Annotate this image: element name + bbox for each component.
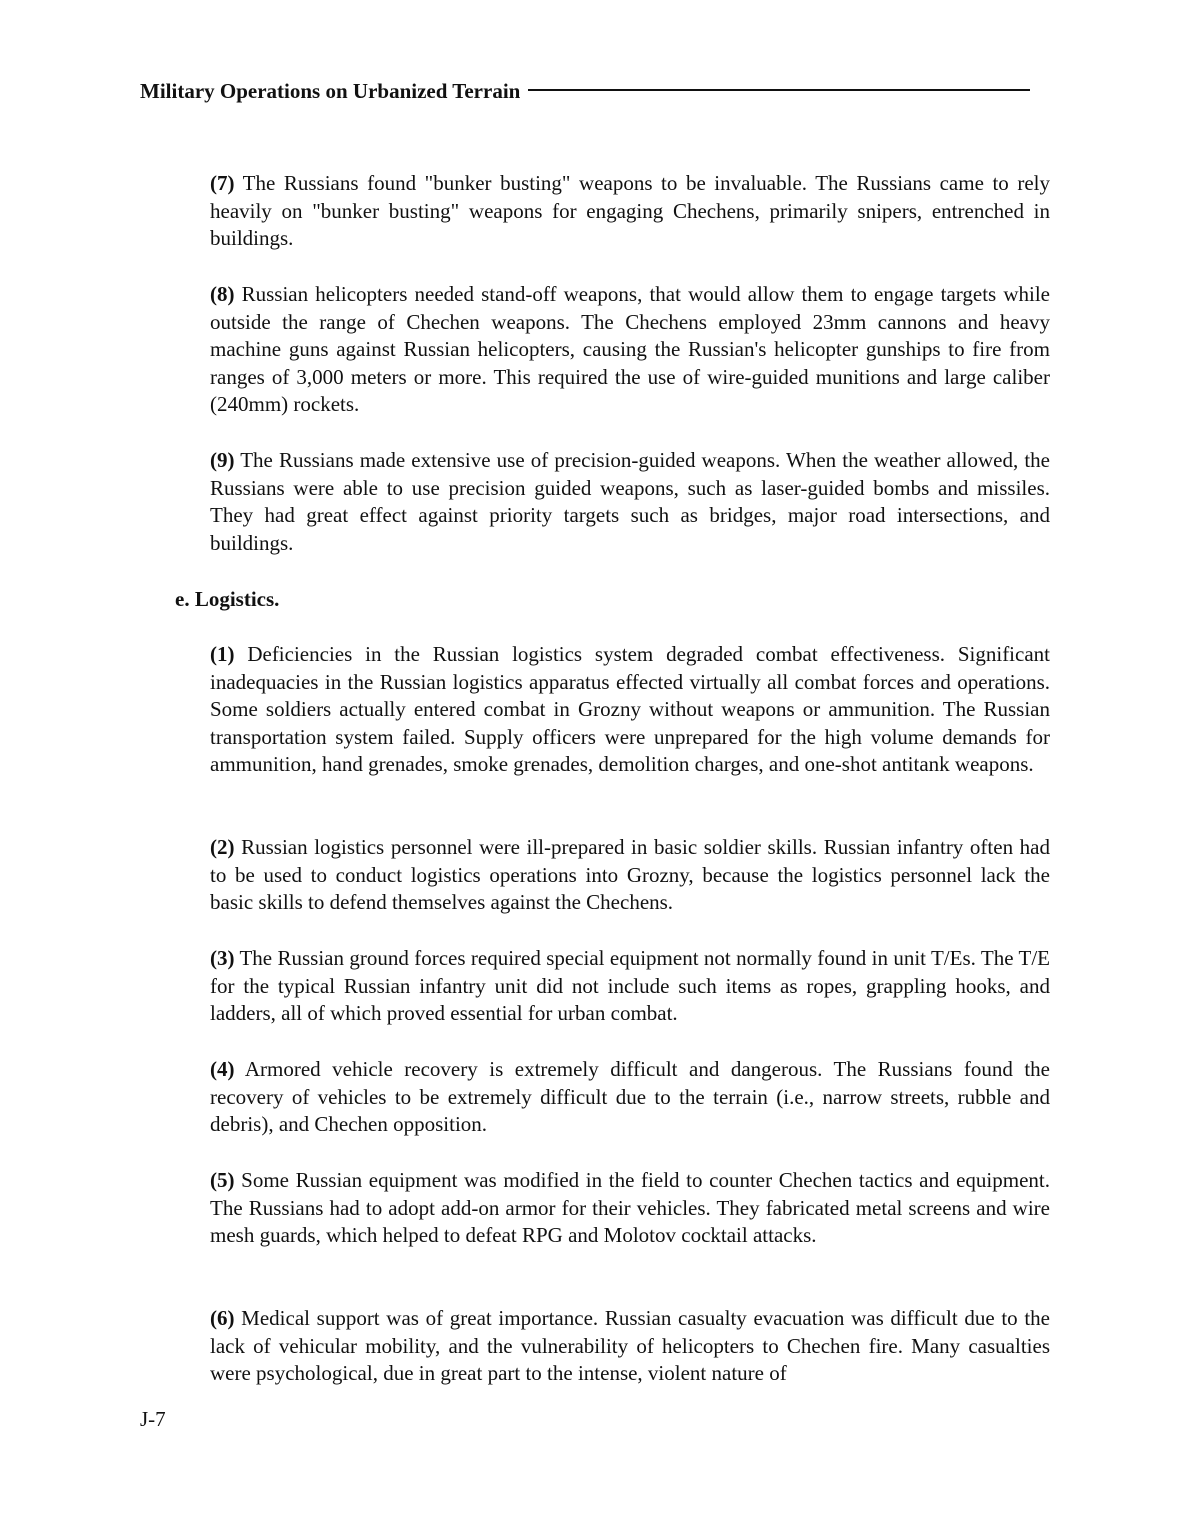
paragraph-text: The Russian ground forces required special equipment not normally found in unit T/Es. The T/E for the typical Russian infantry unit did not include such items as ropes, grappling hooks, and ladders, all of which proved essential for urban combat. [210, 946, 1050, 1026]
paragraph-text: Medical support was of great importance. Russian casualty evacuation was difficult due to the lack of vehicular mobility, and the vulnerability of helicopters to Chechen fire. Many casualties were psychological, due in great part to the intense, violent nature of [210, 1306, 1050, 1386]
paragraph-text: The Russians made extensive use of precision-guided weapons. When the weather allowed, the Russians were able to use precision guided weapons, such as laser-guided bombs and missiles. They had great effect against priority targets such as bridges, major road intersections, and buildings. [210, 448, 1050, 555]
paragraph-e5 [210, 1167, 1050, 1250]
paragraph-text: Armored vehicle recovery is extremely difficult and dangerous. The Russians found the recovery of vehicles to be extremely difficult due to the terrain (i.e., narrow streets, rubble and debris), and Chechen opposition. [210, 1057, 1050, 1137]
document-title: Military Operations on Urbanized Terrain [140, 79, 521, 103]
section-heading-logistics: e. Logistics. [175, 587, 280, 611]
paragraph-number: (7) [210, 171, 235, 195]
paragraph-text: Deficiencies in the Russian logistics system degraded combat effectiveness. Significant inadequacies in the Russian logistics apparatus effected virtually all combat forces and operations. Some soldiers actually entered combat in Grozny without weapons or ammunition. The Russian transportation system failed. Supply officers were unprepared for the high volume demands for ammunition, hand grenades, smoke grenades, demolition charges, and one-shot antitank weapons. [210, 642, 1050, 777]
paragraph-text: Russian helicopters needed stand-off weapons, that would allow them to engage targets while outside the range of Chechen weapons. The Chechens employed 23mm cannons and heavy machine guns against Russian helicopters, causing the Russian's helicopter gunships to fire from ranges of 3,000 meters or more. This required the use of wire-guided munitions and large caliber (240mm) rockets. [210, 282, 1050, 417]
paragraph-e2 [210, 834, 1050, 917]
paragraph-text: Russian logistics personnel were ill-prepared in basic soldier skills. Russian infantry often had to be used to conduct logistics operations into Grozny, because the logistics personnel lack the basic skills to defend themselves against the Chechens. [210, 835, 1050, 915]
paragraph-text: Some Russian equipment was modified in the field to counter Chechen tactics and equipment. The Russians had to adopt add-on armor for their vehicles. They fabricated metal screens and wire mesh guards, which helped to defeat RPG and Molotov cocktail attacks. [210, 1168, 1050, 1248]
running-header [140, 78, 1030, 104]
paragraph-number: (6) [210, 1306, 235, 1330]
paragraph-e6 [210, 1305, 1050, 1388]
paragraph-text: The Russians found "bunker busting" weapons to be invaluable. The Russians came to rely heavily on "bunker busting" weapons for engaging Chechens, primarily snipers, entrenched in buildings. [210, 171, 1050, 251]
paragraph-d9 [210, 447, 1050, 557]
paragraph-number: (8) [210, 282, 235, 306]
header-rule [528, 89, 1030, 91]
page-number: J-7 [140, 1407, 166, 1431]
paragraph-d7 [210, 170, 1050, 253]
paragraph-e1 [210, 641, 1050, 779]
paragraph-number: (5) [210, 1168, 235, 1192]
paragraph-number: (1) [210, 642, 235, 666]
paragraph-number: (3) [210, 946, 235, 970]
paragraph-number: (9) [210, 448, 235, 472]
paragraph-number: (4) [210, 1057, 235, 1081]
paragraph-d8 [210, 281, 1050, 419]
paragraph-e3 [210, 945, 1050, 1028]
paragraph-e4 [210, 1056, 1050, 1139]
paragraph-number: (2) [210, 835, 235, 859]
